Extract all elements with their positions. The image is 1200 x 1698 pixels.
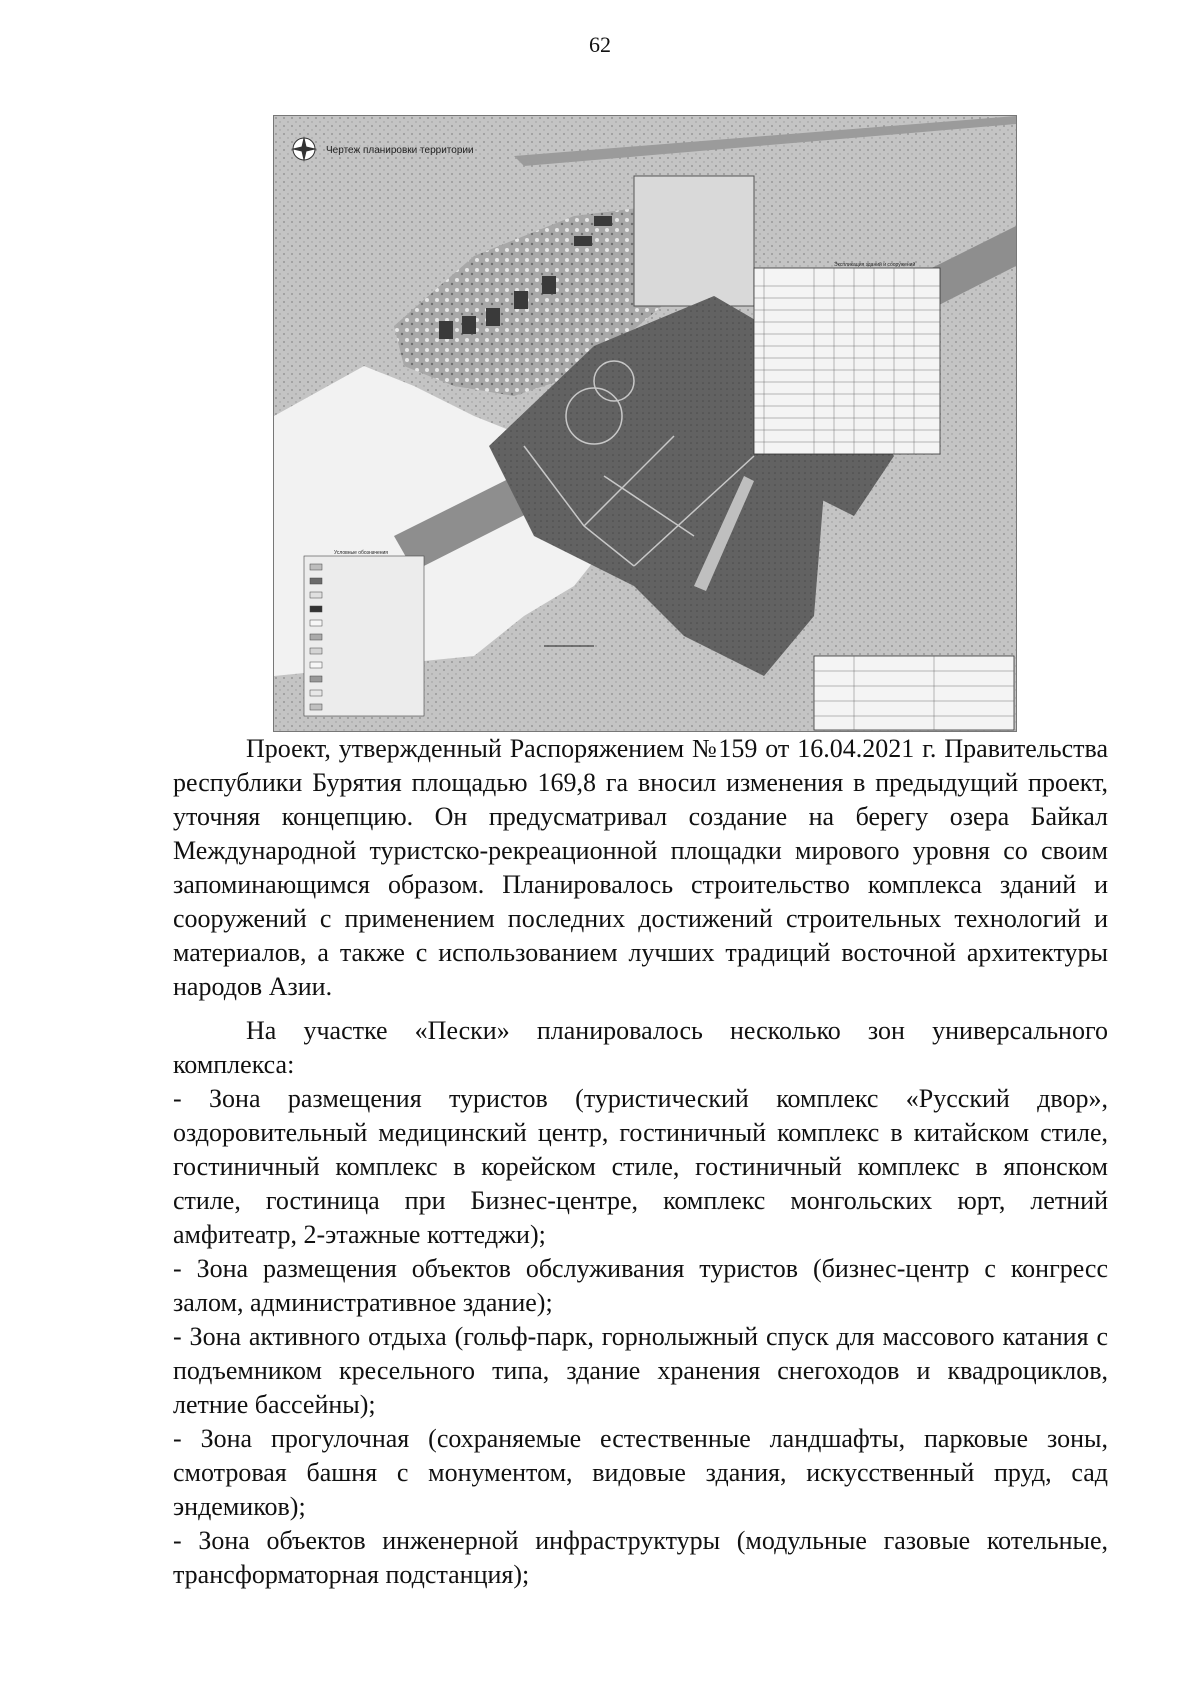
table-title: Экспликация зданий и сооружений: [834, 262, 916, 268]
zone-item-walking: - Зона прогулочная (сохраняемые естественные ландшафты, парковые зоны, смотровая башня с монументом, видовые здания, искусственный пруд, сад эндемиков);: [173, 1424, 1108, 1521]
title-block: [814, 656, 1014, 730]
zone-item-active-recreation: - Зона активного отдыха (гольф-парк, горнолыжный спуск для массового катания с подъемником кресельного типа, здание хранения снегоходов и квадроциклов, летние бассейны);: [173, 1322, 1108, 1419]
paragraph-text: Проект, утвержденный Распоряжением №159 от 16.04.2021 г. Правительства республики Бурятия площадью 169,8 га вносил изменения в предыдущий проект, уточняя концепцию. Он предусматривал создание на берегу озера Байкал Международной туристско-рекреационной площадки мирового уровня со своим запоминающимся образом. Планировалось строительство комплекса зданий и сооружений с применением последних достижений строительных технологий и материалов, а также с использованием лучших традиций восточной архитектуры народов Азии.: [173, 734, 1108, 1001]
legend-title: Условные обозначения: [334, 550, 389, 556]
figure-title: Чертеж планировки территории: [326, 145, 474, 156]
zone-item-services: - Зона размещения объектов обслуживания туристов (бизнес-центр с конгресс залом, административное здание);: [173, 1254, 1108, 1317]
page-number: 62: [589, 32, 611, 57]
zones-section: [173, 1014, 1108, 1592]
zone-item-infrastructure: - Зона объектов инженерной инфраструктуры (модульные газовые котельные, трансформаторная подстанция);: [173, 1526, 1108, 1589]
paragraph-1: [173, 732, 1108, 1004]
site-plan-drawing: [274, 116, 1016, 731]
explication-table: [754, 261, 940, 454]
fenced-plot: [634, 176, 754, 306]
zones-intro: На участке «Пески» планировалось несколько зон универсального комплекса:: [173, 1016, 1108, 1079]
legend: [304, 550, 424, 716]
site-plan-figure: [273, 115, 1017, 732]
zone-item-accommodation: - Зона размещения туристов (туристический комплекс «Русский двор», оздоровительный медицинский центр, гостиничный комплекс в китайском стиле, гостиничный комплекс в корейском стиле, гостиничный комплекс в японском стиле, гостиница при Бизнес-центре, комплекс монгольских юрт, летний амфитеатр, 2-этажные коттеджи);: [173, 1084, 1108, 1249]
